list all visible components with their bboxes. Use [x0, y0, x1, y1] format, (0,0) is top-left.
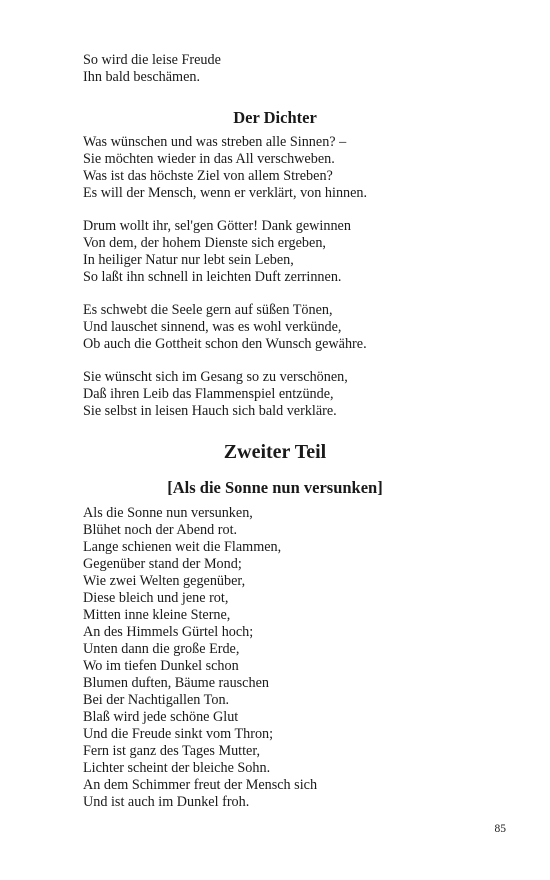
verse-line: Es will der Mensch, wenn er verklärt, von hinnen.	[83, 185, 368, 201]
stanza-4	[83, 369, 483, 420]
verse-line: Als die Sonne nun versunken,	[83, 505, 253, 521]
verse-line: So laßt ihn schnell in leichten Duft zerrinnen.	[83, 269, 342, 285]
page-number: 85	[494, 823, 506, 835]
verse-line: Fern ist ganz des Tages Mutter,	[83, 743, 261, 759]
stanza-1	[83, 134, 483, 202]
verse-line: Sie wünscht sich im Gesang so zu verschönen,	[83, 369, 348, 385]
verse-line: Wo im tiefen Dunkel schon	[83, 658, 239, 674]
opening-stanza	[83, 52, 483, 86]
verse-line: An des Himmels Gürtel hoch;	[83, 624, 254, 640]
verse-line: Sie selbst in leisen Hauch sich bald verkläre.	[83, 403, 337, 419]
verse-line: Unten dann die große Erde,	[83, 641, 240, 657]
verse-line: In heiliger Natur nur lebt sein Leben,	[83, 252, 294, 268]
verse-line: Ob auch die Gottheit schon den Wunsch gewähre.	[83, 336, 367, 352]
verse-line: Sie möchten wieder in das All verschweben.	[83, 151, 335, 167]
poem-title-sonne: [Als die Sonne nun versunken]	[167, 478, 383, 497]
verse-line: Wie zwei Welten gegenüber,	[83, 573, 246, 589]
verse-line: Bei der Nachtigallen Ton.	[83, 692, 230, 708]
verse-line: An dem Schimmer freut der Mensch sich	[83, 777, 318, 793]
stanza-2	[83, 218, 483, 286]
verse-line: Gegenüber stand der Mond;	[83, 556, 242, 572]
stanza-3	[83, 302, 483, 353]
verse-line: Und die Freude sinkt vom Thron;	[83, 726, 274, 742]
verse-line: Daß ihren Leib das Flammenspiel entzünde,	[83, 386, 334, 402]
verse-line: Und lauschet sinnend, was es wohl verkünde,	[83, 319, 342, 335]
verse-line: Ihn bald beschämen.	[83, 69, 201, 85]
verse-line: Es schwebt die Seele gern auf süßen Tönen,	[83, 302, 333, 318]
verse-line: Lange schienen weit die Flammen,	[83, 539, 282, 555]
poem-sonne-body	[83, 505, 483, 811]
verse-line: Blühet noch der Abend rot.	[83, 522, 238, 538]
verse-line: Und ist auch im Dunkel froh.	[83, 794, 250, 810]
verse-line: Von dem, der hohem Dienste sich ergeben,	[83, 235, 326, 251]
verse-line: Diese bleich und jene rot,	[83, 590, 229, 606]
verse-line: Blaß wird jede schöne Glut	[83, 709, 239, 725]
verse-line: Was ist das höchste Ziel von allem Streben?	[83, 168, 333, 184]
part-title: Zweiter Teil	[223, 441, 327, 463]
poem-title-dichter: Der Dichter	[233, 108, 317, 127]
verse-line: Lichter scheint der bleiche Sohn.	[83, 760, 271, 776]
verse-line: Drum wollt ihr, sel'gen Götter! Dank gewinnen	[83, 218, 351, 234]
verse-line: Blumen duften, Bäume rauschen	[83, 675, 269, 691]
verse-line: Mitten inne kleine Sterne,	[83, 607, 231, 623]
verse-line: So wird die leise Freude	[83, 52, 221, 68]
verse-line: Was wünschen und was streben alle Sinnen? –	[83, 134, 347, 150]
